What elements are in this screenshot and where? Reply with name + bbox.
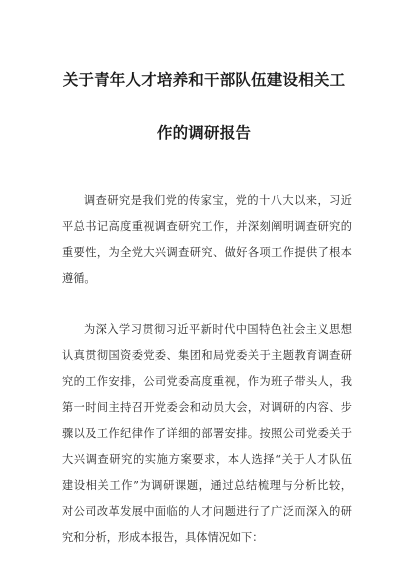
paragraph-line: 认真贯彻国资委党委、集团和局党委关于主题教育调查研 [62,349,352,362]
paragraph-line: 遵循。 [62,272,96,285]
paragraph-line: 大兴调查研究的实施方案要求，本人选择“关于人才队伍 [62,453,352,466]
paragraph-line: 骤以及工作纪律作了详细的部署安排。按照公司党委关于 [62,427,352,440]
document-title-line-2: 作的调研报告 [156,124,252,142]
paragraph-line: 究的工作安排，公司党委高度重视，作为班子带头人，我 [62,375,352,388]
paragraph-line: 究和分析，形成本报告，具体情况如下： [62,531,264,544]
paragraph-background [62,317,352,551]
paragraph-line: 重要性，为全党大兴调查研究、做好各项工作提供了根本 [62,246,352,259]
paragraph-line: 建设相关工作”为调研课题，通过总结梳理与分析比较， [62,479,352,492]
paragraph-line: 平总书记高度重视调查研究工作，并深刻阐明调查研究的 [62,220,352,233]
document-title-line-1: 关于青年人才培养和干部队伍建设相关工 [62,71,346,89]
paragraph-intro [62,188,352,292]
paragraph-line: 对公司改革发展中面临的人才问题进行了广泛而深入的研 [62,505,352,518]
paragraph-line: 第一时间主持召开党委会和动员大会，对调研的内容、步 [62,401,352,414]
paragraph-line: 调查研究是我们党的传家宝，党的十八大以来，习近 [84,194,352,207]
paragraph-line: 为深入学习贯彻习近平新时代中国特色社会主义思想 [84,323,352,336]
